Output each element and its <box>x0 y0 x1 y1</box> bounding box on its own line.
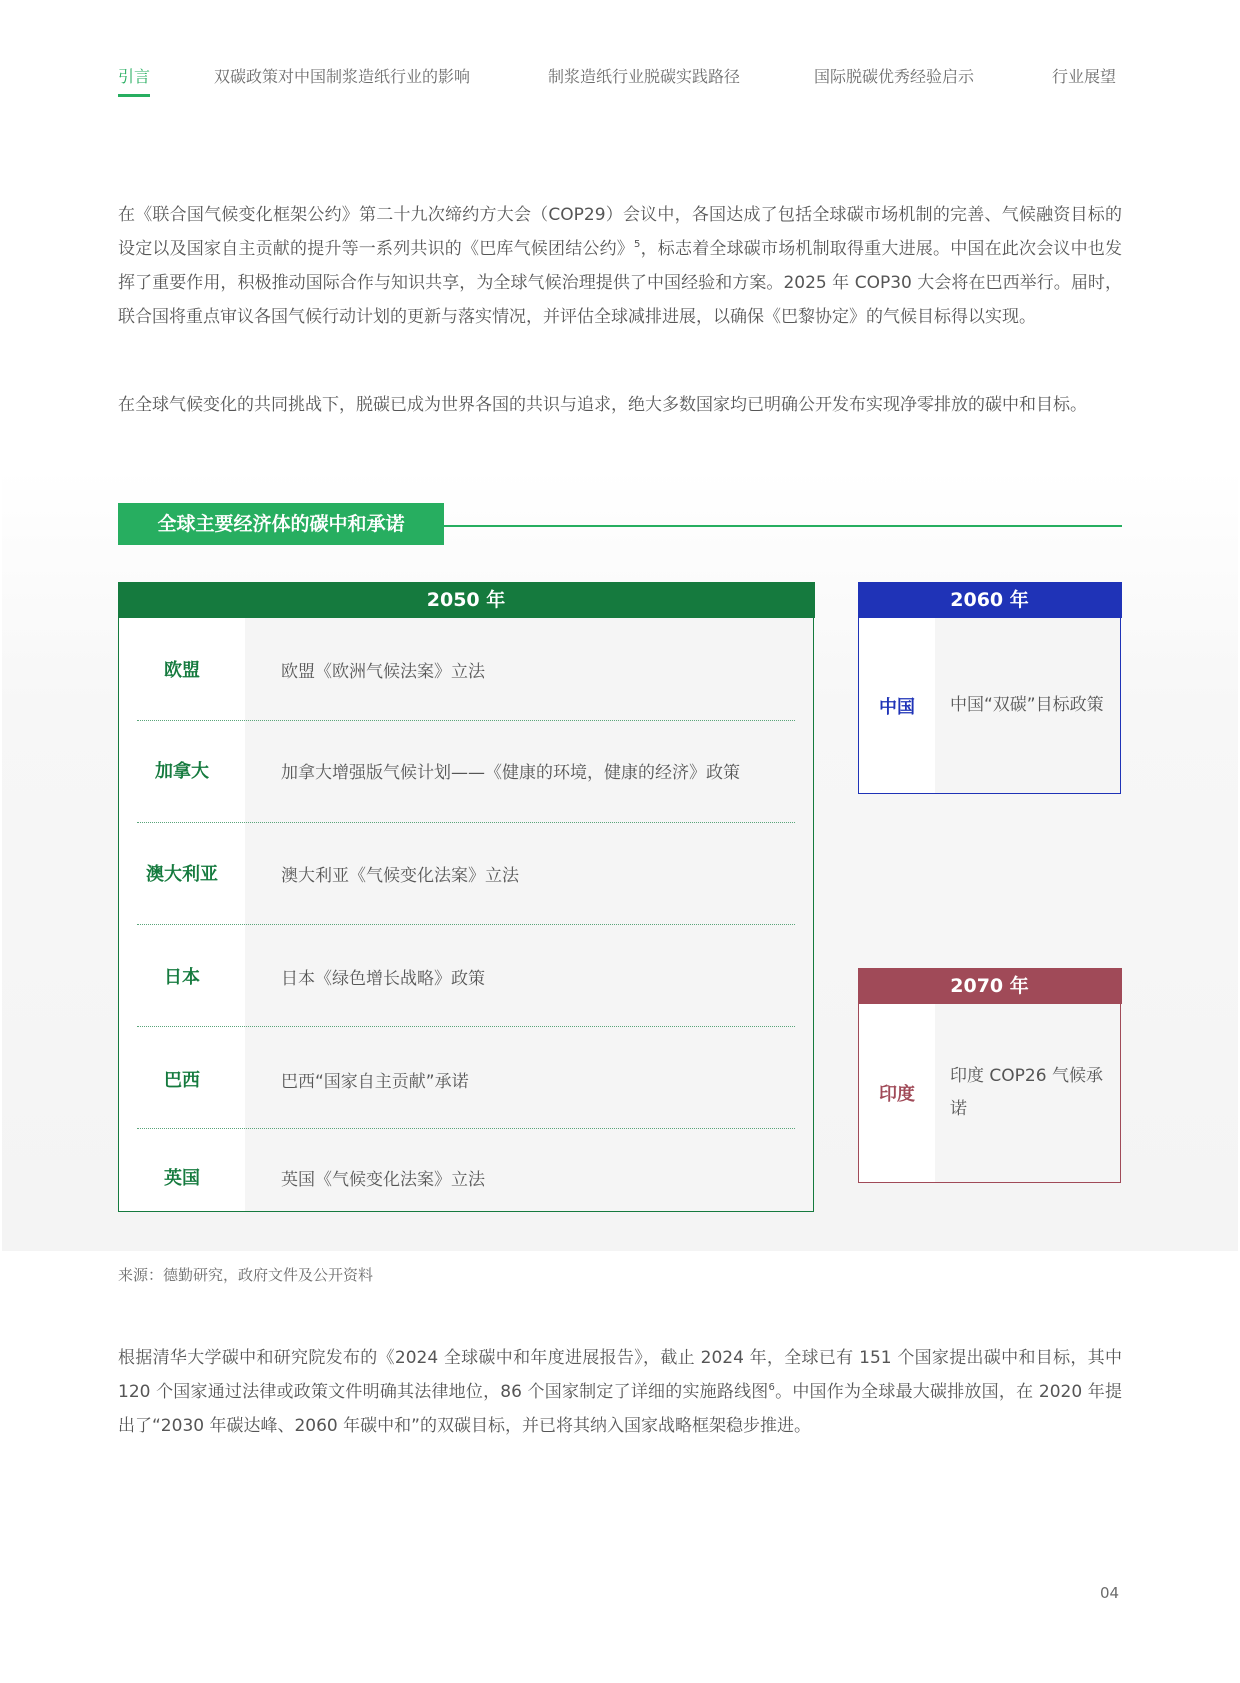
country-name: 中国 <box>879 696 915 718</box>
table-row <box>119 925 813 1027</box>
intro-paragraph-2: 在全球气候变化的共同挑战下，脱碳已成为世界各国的共识与追求，绝大多数国家均已明确公开发布实现净零排放的碳中和目标。 <box>118 395 1087 415</box>
country-name: 印度 <box>879 1084 915 1105</box>
country-name: 日本 <box>164 967 200 988</box>
footnote-ref-6[interactable]: 6 <box>768 1382 775 1393</box>
policy-text: 印度 COP26 气候承诺 <box>950 1066 1103 1119</box>
country-name: 加拿大 <box>155 761 209 782</box>
nav-item-decarbonization-path[interactable]: 制浆造纸行业脱碳实践路径 <box>548 67 741 86</box>
intro-paragraph-1: 在《联合国气候变化框架公约》第二十九次缔约方大会（COP29）会议中，各国达成了包括全球碳市场机制的完善、气候融资目标的设定以及国家自主贡献的提升等一系列共识的《巴库气候团结公约》$^5$，标志着全球碳市场机制取得重大进展。中国在此次会议中也发挥了重要作用，积极推动国际合作与知识共享，为全球气候治理提供了中国经验和方案。2025 年 COP30 大会将在巴西举行。届时，联合国将重点审议各国气候行动计划的更新与落实情况，并评估全球减排进展，以确保《巴黎协定》的气候目标得以实现。 <box>118 205 1123 327</box>
figure-source: 来源：德勤研究，政府文件及公开资料 <box>118 1266 374 1284</box>
policy-text: 巴西“国家自主贡献”承诺 <box>281 1071 469 1092</box>
nav-item-intro[interactable]: 引言 <box>118 67 151 86</box>
group-2050 <box>118 582 814 1212</box>
policy-text: 中国“双碳”目标政策 <box>950 695 1104 715</box>
policy-text: 英国《气候变化法案》立法 <box>281 1169 485 1190</box>
footnote-ref-5[interactable]: 5 <box>634 239 641 250</box>
table-row <box>119 822 813 924</box>
row-divider <box>137 1026 795 1027</box>
country-name: 澳大利亚 <box>146 864 218 885</box>
nav-item-international-experience[interactable]: 国际脱碳优秀经验启示 <box>814 67 975 86</box>
figure-title-rule <box>444 525 1122 527</box>
closing-paragraph: 根据清华大学碳中和研究院发布的《2024 全球碳中和年度进展报告》，截止 2024 年，全球已有 151 个国家提出碳中和目标，其中 120 个国家通过法律或政策文件明确其法律地位，86 个国家制定了详细的实施路线图$^6$。中国作为全球最大碳排放国，在 2020 年提出了“2030 年碳达峰、2060 年碳中和”的双碳目标，并已将其纳入国家战略框架稳步推进。 <box>118 1348 1122 1436</box>
policy-text: 澳大利亚《气候变化法案》立法 <box>281 865 519 886</box>
country-name: 英国 <box>164 1168 200 1189</box>
group-2060 <box>858 582 1121 794</box>
nav-item-policy-impact[interactable]: 双碳政策对中国制浆造纸行业的影响 <box>214 67 471 86</box>
policy-text: 欧盟《欧洲气候法案》立法 <box>281 661 485 682</box>
table-row <box>119 719 813 821</box>
table-row <box>119 1126 813 1228</box>
figure-title: 全球主要经济体的碳中和承诺 <box>118 503 444 545</box>
country-name: 欧盟 <box>164 660 200 681</box>
page-number: 04 <box>1100 1584 1120 1602</box>
top-navigation <box>118 60 1122 100</box>
group-2070-header: 2070 年 <box>858 968 1122 1004</box>
nav-item-industry-outlook[interactable]: 行业展望 <box>1052 67 1117 86</box>
active-tab-underline <box>118 94 150 97</box>
policy-text: 加拿大增强版气候计划——《健康的环境，健康的经济》政策 <box>281 762 740 783</box>
country-name: 巴西 <box>164 1070 200 1091</box>
group-2070 <box>858 968 1121 1183</box>
table-row <box>119 1028 813 1130</box>
table-row <box>119 618 813 720</box>
policy-text: 日本《绿色增长战略》政策 <box>281 968 485 989</box>
group-2050-header: 2050 年 <box>118 582 815 618</box>
group-2060-header: 2060 年 <box>858 582 1122 618</box>
